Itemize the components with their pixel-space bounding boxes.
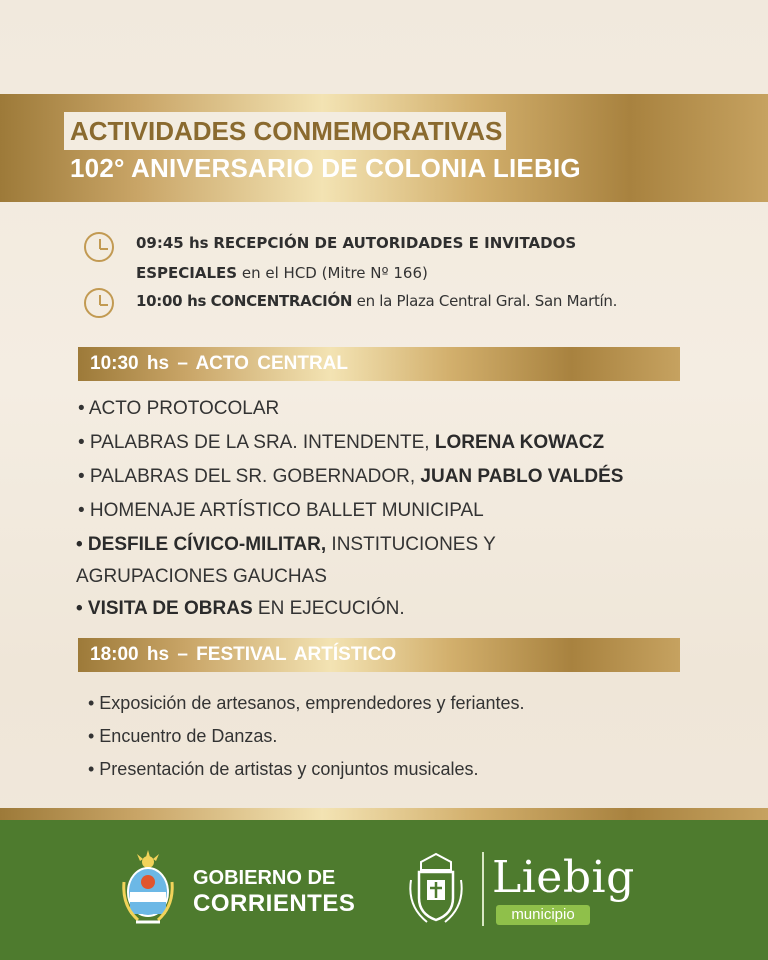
schedule-time: 09:45 hs (136, 234, 209, 252)
list-item: • Encuentro de Danzas. (88, 726, 278, 746)
footer-gold-line (0, 808, 768, 820)
title-line-2: 102° ANIVERSARIO DE COLONIA LIEBIG (70, 153, 581, 183)
schedule-location: en el HCD (Mitre Nº 166) (241, 264, 428, 282)
logo-divider (482, 852, 484, 926)
clock-icon (84, 232, 114, 262)
schedule-location: en la Plaza Central Gral. San Martín. (356, 292, 618, 310)
title-line-1: ACTIVIDADES CONMEMORATIVAS (64, 112, 506, 150)
acto-central-heading: 10:30 hs – ACTO CENTRAL (78, 347, 680, 381)
schedule-event: RECEPCIÓN DE AUTORIDADES E INVITADOS (213, 234, 577, 252)
festival-heading: 18:00 hs – FESTIVAL ARTÍSTICO (78, 638, 680, 672)
list-item: • VISITA DE OBRAS EN EJECUCIÓN. (76, 598, 405, 619)
liebig-seal-icon (405, 850, 467, 926)
schedule-time: 10:00 hs (136, 292, 207, 310)
liebig-logo-text: Liebig (492, 852, 635, 903)
list-item-continuation: AGRUPACIONES GAUCHAS (76, 566, 327, 587)
schedule-item-1000 (84, 288, 704, 320)
list-item: • Presentación de artistas y conjuntos musicales. (88, 759, 479, 779)
list-item: • PALABRAS DE LA SRA. INTENDENTE, LORENA KOWACZ (78, 432, 605, 453)
corrientes-seal-icon (118, 848, 178, 928)
list-item: • PALABRAS DEL SR. GOBERNADOR, JUAN PABLO VALDÉS (78, 466, 624, 487)
footer (0, 820, 768, 960)
gobierno-corrientes-logo-text: GOBIERNO DE CORRIENTES (193, 867, 356, 917)
list-item: • ACTO PROTOCOLAR (78, 398, 280, 419)
list-item: • HOMENAJE ARTÍSTICO BALLET MUNICIPAL (78, 500, 484, 521)
schedule-event: CONCENTRACIÓN (210, 292, 353, 310)
schedule-item-0945 (84, 230, 704, 290)
list-item: • DESFILE CÍVICO-MILITAR, INSTITUCIONES Y (76, 534, 496, 555)
clock-icon (84, 288, 114, 318)
list-item: • Exposición de artesanos, emprendedores y feriantes. (88, 693, 525, 713)
municipio-badge: municipio (496, 905, 590, 925)
schedule-event-cont: ESPECIALES (136, 264, 238, 282)
